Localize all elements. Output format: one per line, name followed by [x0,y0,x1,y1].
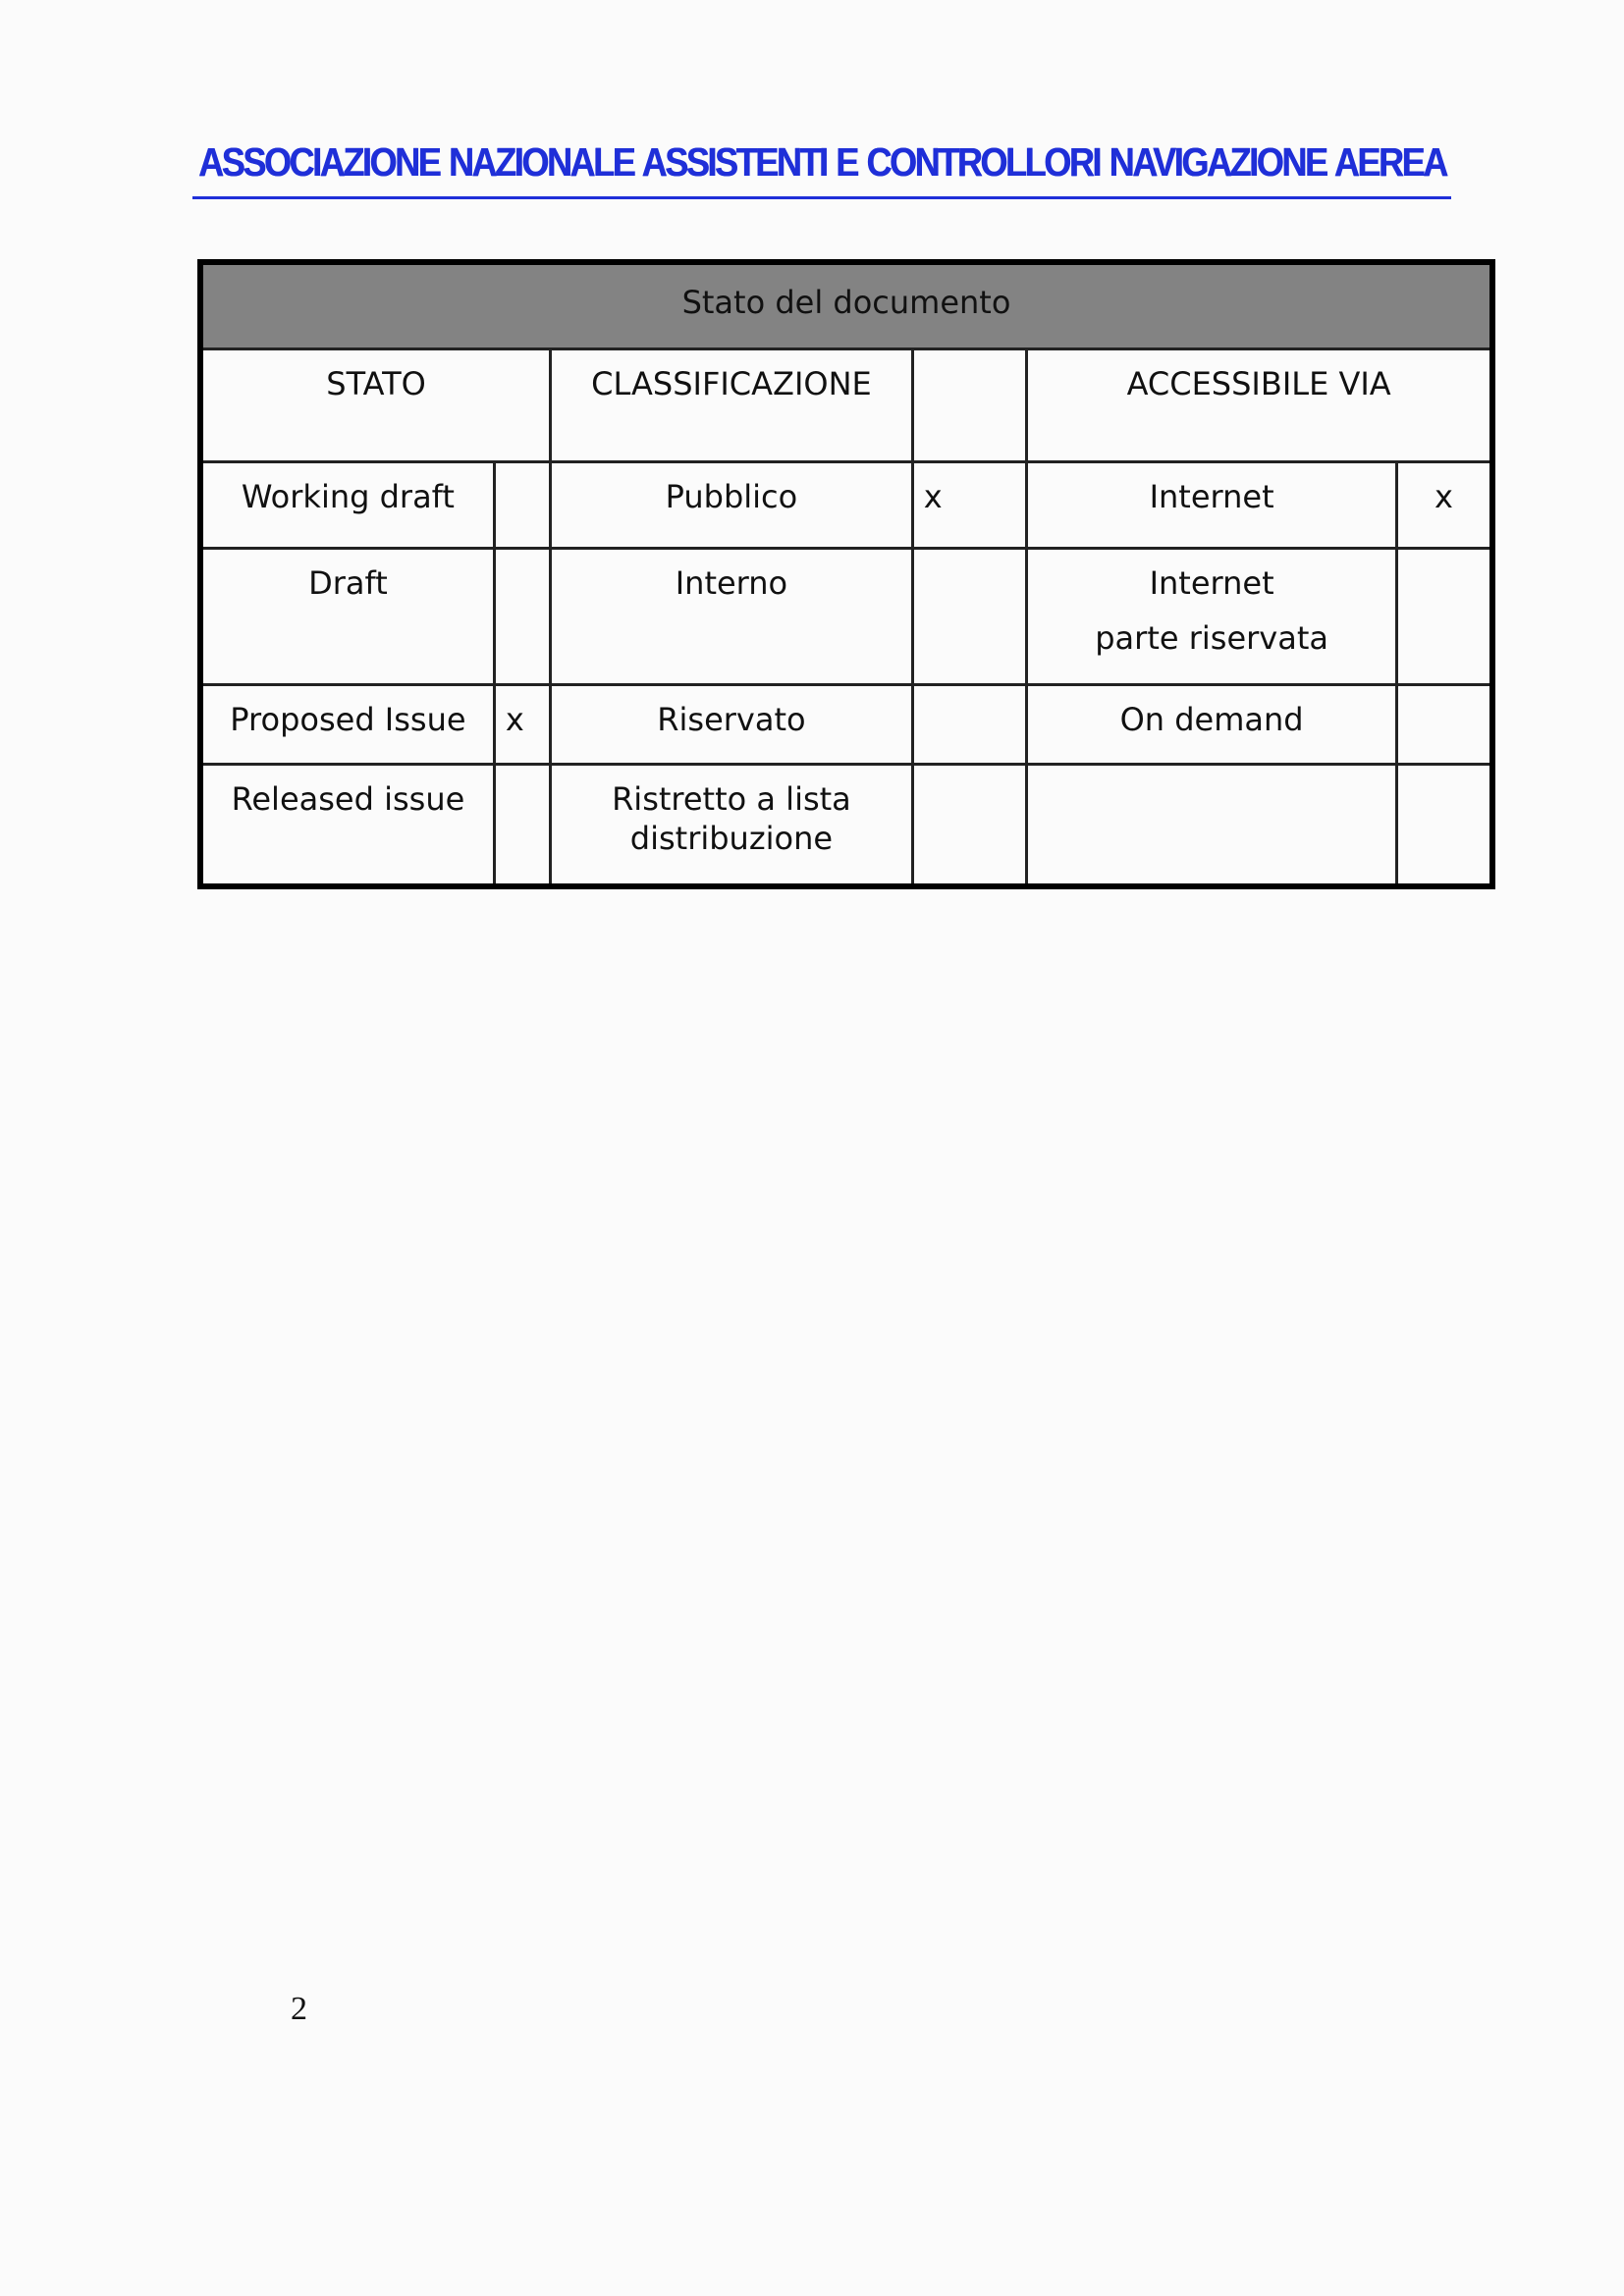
stato-mark [494,548,550,684]
page-number: 2 [291,1991,307,2027]
table-title-row [200,262,1492,348]
accesso-line-1: Internet [1149,477,1274,515]
accesso-line-1: Internet [1149,563,1274,602]
stato-cell: Working draft [200,461,494,548]
accesso-mark [1396,764,1492,886]
table-title: Stato del documento [200,262,1492,348]
stato-mark [494,764,550,886]
accesso-line-1: On demand [1119,700,1304,738]
classificazione-cell: Riservato [551,684,913,764]
table-row [200,764,1492,886]
accesso-mark: x [1396,461,1492,548]
stato-cell: Proposed Issue [200,684,494,764]
accesso-mark [1396,548,1492,684]
table-row [200,461,1492,548]
organization-title: ASSOCIAZIONE NAZIONALE ASSISTENTI E CONTROLLORI NAVIGAZIONE AEREA [198,139,1446,185]
classificazione-cell: Pubblico [551,461,913,548]
classificazione-mark [912,548,1027,684]
document-status-table [197,259,1495,889]
header-classificazione: CLASSIFICAZIONE [551,348,913,461]
classificazione-mark: x [912,461,1027,548]
accesso-mark [1396,684,1492,764]
stato-mark [494,461,550,548]
classificazione-cell: Ristretto a lista distribuzione [551,764,913,886]
header-rule [192,196,1451,199]
accesso-cell [1027,764,1397,886]
classificazione-mark [912,764,1027,886]
classificazione-cell: Interno [551,548,913,684]
table-row [200,684,1492,764]
stato-cell: Draft [200,548,494,684]
table-header-row [200,348,1492,461]
accesso-cell [1027,461,1397,548]
page-header [192,139,1451,202]
header-accessibile-via: ACCESSIBILE VIA [1027,348,1492,461]
table-row [200,548,1492,684]
stato-cell: Released issue [200,764,494,886]
accesso-line-2: parte riservata [1095,618,1328,657]
classificazione-mark [912,684,1027,764]
header-classificazione-mark [912,348,1027,461]
accesso-cell [1027,548,1397,684]
header-stato: STATO [200,348,551,461]
accesso-cell [1027,684,1397,764]
stato-mark: x [494,684,550,764]
